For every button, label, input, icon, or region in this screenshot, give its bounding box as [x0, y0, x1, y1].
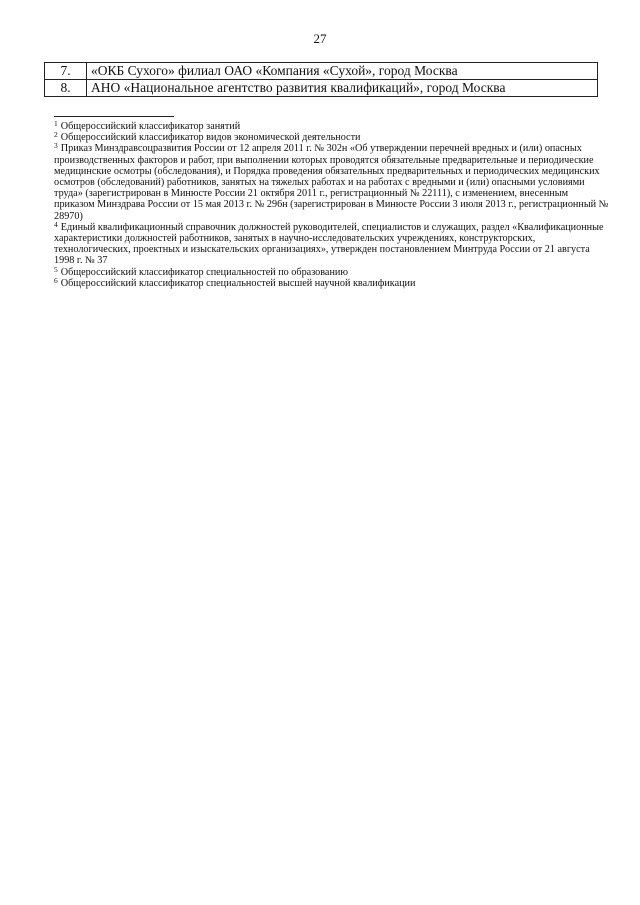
row-text: «ОКБ Сухого» филиал ОАО «Компания «Сухой», город Москва: [87, 63, 598, 80]
row-text: АНО «Национальное агентство развития квалификаций», город Москва: [87, 80, 598, 97]
footnote-text: Общероссийский классификатор занятий: [60, 121, 241, 132]
footnote-text: Единый квалификационный справочник должностей руководителей, специалистов и служащих, раздел «Квалификационные характеристики должностей работников, занятых в научно-исследовательских учреждениях, конструкторских, технологических, проектных и изыскательских организациях», утвержден постановлением Минтруда России от 21 августа 1998 г. № 37: [54, 221, 604, 267]
footnote: [54, 132, 609, 143]
row-number: 8.: [45, 80, 87, 97]
footnote: [54, 219, 609, 267]
page-number: 27: [313, 31, 327, 46]
footnote-mark: 5: [54, 264, 58, 274]
footnote-text: Общероссийский классификатор специальностей по образованию: [60, 266, 348, 278]
footnote-mark: 3: [54, 141, 58, 151]
footnote-mark: 2: [54, 130, 58, 140]
footnote: [54, 264, 609, 278]
row-number: 7.: [45, 63, 87, 80]
footnote-mark: 4: [54, 219, 58, 229]
footnote-divider: [54, 116, 174, 117]
footnote: [54, 275, 609, 289]
footnote-mark: 1: [54, 119, 58, 128]
footnote-text: Общероссийский классификатор видов экономической деятельности: [60, 132, 361, 144]
organizations-table: [44, 62, 598, 97]
footnote-mark: 6: [54, 275, 58, 285]
footnote: [54, 143, 609, 221]
table-row: [45, 63, 598, 80]
table-row: [45, 80, 598, 97]
footnote-text: Общероссийский классификатор специальностей высшей научной квалификации: [60, 277, 416, 289]
footnotes: [54, 121, 609, 289]
footnote: [54, 121, 609, 132]
footnote-text: Приказ Минздравсоцразвития России от 12 апреля 2011 г. № 302н «Об утверждении перечней вредных и (или) опасных производственных факторов и работ, при выполнении которых проводятся обязательные предварительные и периодические медицинские осмотры (обследования), и Порядка проведения обязательных предварительных и периодических медицинских осмотров (обследований) работников, занятых на тяжелых работах и на работах с вредными и (или) опасными условиями труда» (зарегистрирован в Минюсте России 21 октября 2011 г., регистрационный № 22111), с изменением, внесенным приказом Минздрава России от 15 мая 2013 г. № 296н (зарегистрирован в Минюсте России 3 июля 2013 г., регистрационный № 28970): [54, 143, 609, 222]
